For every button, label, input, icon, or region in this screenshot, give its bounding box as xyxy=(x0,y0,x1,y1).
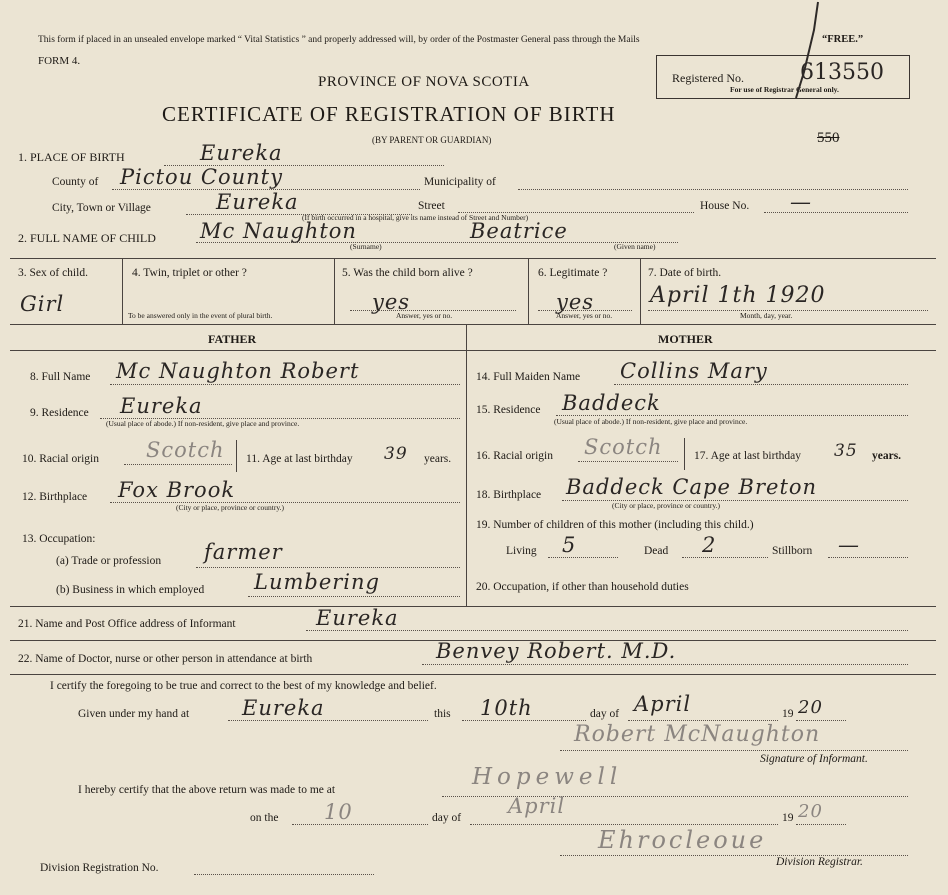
father-name-line xyxy=(110,384,460,385)
given-day-value: 10th xyxy=(480,696,533,720)
child-surname-value: Mc Naughton xyxy=(200,219,357,243)
father-residence-label: 9. Residence xyxy=(30,407,89,419)
corner-number: 550 xyxy=(817,130,840,146)
alive-label: 5. Was the child born alive ? xyxy=(342,267,473,279)
father-birthplace-value: Fox Brook xyxy=(118,478,236,502)
twin-note: To be answered only in the event of plural birth. xyxy=(128,311,273,320)
mother-age-label: 17. Age at last birthday xyxy=(694,450,801,462)
municipality-line xyxy=(518,189,908,190)
alive-value: yes xyxy=(372,290,411,314)
mother-residence-note: (Usual place of abode.) If non-resident, give place and province. xyxy=(554,417,748,426)
father-business-line xyxy=(248,596,460,597)
registrar-year-line xyxy=(796,824,846,825)
certify-statement: I certify the foregoing to be true and correct to the best of my knowledge and belief. xyxy=(50,680,437,692)
alive-note: Answer, yes or no. xyxy=(396,311,453,320)
year-prefix: 19 xyxy=(782,708,794,720)
mother-age-unit: years. xyxy=(872,450,902,462)
county-value: Pictou County xyxy=(120,165,283,189)
mother-birthplace-label: 18. Birthplace xyxy=(476,489,542,501)
father-occupation-label: 13. Occupation: xyxy=(22,533,96,545)
father-header: FATHER xyxy=(208,332,257,346)
division-no-line xyxy=(194,874,374,875)
legit-value: yes xyxy=(556,290,595,314)
registered-note: For use of Registrar General only. xyxy=(730,85,839,94)
father-birthplace-note: (City or place, province or country.) xyxy=(176,503,285,512)
street-label: Street xyxy=(418,200,445,212)
given-label: Given under my hand at xyxy=(78,708,190,720)
row-divider xyxy=(10,258,936,259)
child-name-label: 2. FULL NAME OF CHILD xyxy=(18,231,156,245)
form-number: FORM 4. xyxy=(38,55,81,67)
father-birthplace-label: 12. Birthplace xyxy=(22,491,88,503)
father-business-label: (b) Business in which employed xyxy=(56,584,205,596)
mother-racial-label: 16. Racial origin xyxy=(476,450,553,462)
legit-label: 6. Legitimate ? xyxy=(538,267,608,279)
child-given-value: Beatrice xyxy=(470,219,568,243)
stillborn-label: Stillborn xyxy=(772,545,813,557)
doctor-value: Benvey Robert. M.D. xyxy=(436,639,677,663)
father-name-value: Mc Naughton Robert xyxy=(116,359,360,383)
municipality-label: Municipality of xyxy=(424,176,496,188)
division-registrar-label: Division Registrar. xyxy=(776,856,863,868)
father-age-unit: years. xyxy=(424,453,452,465)
living-line xyxy=(548,557,618,558)
pen-stroke xyxy=(760,0,830,100)
division-no-label: Division Registration No. xyxy=(40,862,159,874)
father-trade-value: farmer xyxy=(204,540,283,564)
twin-label: 4. Twin, triplet or other ? xyxy=(132,267,247,279)
row-divider xyxy=(10,324,936,325)
registrar-day-line xyxy=(292,824,428,825)
mother-age-value: 35 xyxy=(834,441,858,461)
date-value: April 1th 1920 xyxy=(650,283,826,308)
registrar-place-value: Hopewell xyxy=(472,764,623,790)
father-racial-value: Scotch xyxy=(146,438,225,462)
on-the-label: on the xyxy=(250,812,279,824)
column-divider xyxy=(122,258,123,324)
informant-signature: Robert McNaughton xyxy=(574,722,821,747)
house-line xyxy=(764,212,908,213)
year-line xyxy=(796,720,846,721)
surname-note: (Surname) xyxy=(350,242,382,251)
registrar-year-prefix: 19 xyxy=(782,812,794,824)
given-month-line xyxy=(628,720,778,721)
mother-name-label: 14. Full Maiden Name xyxy=(476,371,581,383)
mother-occupation-label: 20. Occupation, if other than household duties xyxy=(476,581,689,593)
living-label: Living xyxy=(506,545,537,557)
stillborn-value: — xyxy=(838,533,860,557)
given-day-line xyxy=(462,720,586,721)
given-place-value: Eureka xyxy=(242,696,325,720)
column-divider xyxy=(528,258,529,324)
informant-value: Eureka xyxy=(316,606,399,630)
dead-value: 2 xyxy=(702,533,717,557)
given-place-line xyxy=(228,720,428,721)
given-note: (Given name) xyxy=(614,242,656,251)
informant-label: 21. Name and Post Office address of Informant xyxy=(18,618,236,630)
day-of-label: day of xyxy=(590,708,620,720)
signature-line xyxy=(560,750,908,751)
date-note: Month, day, year. xyxy=(740,311,793,320)
registrar-day-of-label: day of xyxy=(432,812,462,824)
mother-birthplace-value: Baddeck Cape Breton xyxy=(566,475,818,499)
column-divider xyxy=(236,440,237,472)
province-heading: PROVINCE OF NOVA SCOTIA xyxy=(318,74,530,90)
informant-line xyxy=(306,630,908,631)
mother-header: MOTHER xyxy=(658,332,713,346)
hospital-note: (If birth occurred in a hospital, give its name instead of Street and Number) xyxy=(302,213,529,222)
registered-label: Registered No. xyxy=(672,71,744,85)
row-divider xyxy=(10,606,936,607)
mother-children-label: 19. Number of children of this mother (including this child.) xyxy=(476,519,754,531)
stillborn-line xyxy=(828,557,908,558)
year-suffix: 20 xyxy=(798,697,823,718)
mother-name-line xyxy=(614,384,908,385)
mother-racial-line xyxy=(578,461,678,462)
dead-label: Dead xyxy=(644,545,669,557)
mother-racial-value: Scotch xyxy=(584,435,663,459)
this-label: this xyxy=(434,708,451,720)
row-divider xyxy=(10,350,936,351)
registrar-statement: I hereby certify that the above return was made to me at xyxy=(78,784,336,796)
county-label: County of xyxy=(52,176,99,188)
column-divider xyxy=(334,258,335,324)
father-name-label: 8. Full Name xyxy=(30,371,91,383)
given-month-value: April xyxy=(634,692,692,716)
row-divider xyxy=(10,674,936,675)
mother-residence-label: 15. Residence xyxy=(476,404,541,416)
sex-label: 3. Sex of child. xyxy=(18,267,88,279)
father-trade-label: (a) Trade or profession xyxy=(56,555,162,567)
father-age-value: 39 xyxy=(384,444,408,464)
dead-line xyxy=(682,557,768,558)
postal-free: “FREE.” xyxy=(822,34,864,45)
city-value: Eureka xyxy=(216,190,299,214)
registrar-day-value: 10 xyxy=(324,800,353,824)
page-title: CERTIFICATE OF REGISTRATION OF BIRTH xyxy=(162,102,616,126)
father-trade-line xyxy=(196,567,460,568)
registrar-signature: Ehrocleoue xyxy=(598,826,767,854)
city-label: City, Town or Village xyxy=(52,202,151,214)
doctor-label: 22. Name of Doctor, nurse or other person in attendance at birth xyxy=(18,653,313,665)
page-subtitle: (BY PARENT OR GUARDIAN) xyxy=(372,135,492,145)
father-residence-note: (Usual place of abode.) If non-resident, give place and province. xyxy=(106,419,300,428)
registered-number: 613550 xyxy=(800,60,884,85)
house-value: — xyxy=(790,190,812,214)
living-value: 5 xyxy=(562,533,577,557)
mother-residence-line xyxy=(556,415,908,416)
mother-name-value: Collins Mary xyxy=(620,359,768,383)
registrar-month-value: April xyxy=(508,794,566,818)
place-of-birth-value: Eureka xyxy=(200,141,283,165)
legit-note: Answer, yes or no. xyxy=(556,311,613,320)
doctor-line xyxy=(422,664,908,665)
place-of-birth-label: 1. PLACE OF BIRTH xyxy=(18,150,125,164)
column-divider xyxy=(640,258,641,324)
postal-notice: This form if placed in an unsealed envelope marked “ Vital Statistics ” and properly addressed will, by order of the Postmaster General pass through the Mails xyxy=(38,35,640,45)
father-birthplace-line xyxy=(110,502,460,503)
column-divider xyxy=(684,438,685,470)
house-label: House No. xyxy=(700,200,750,212)
father-business-value: Lumbering xyxy=(254,570,380,594)
signature-label: Signature of Informant. xyxy=(760,753,868,765)
registrar-month-line xyxy=(470,824,778,825)
father-racial-line xyxy=(124,464,232,465)
registrar-year-suffix: 20 xyxy=(798,801,823,822)
date-label: 7. Date of birth. xyxy=(648,267,722,279)
mother-residence-value: Baddeck xyxy=(562,391,661,415)
father-racial-label: 10. Racial origin xyxy=(22,453,99,465)
column-divider xyxy=(466,324,467,606)
father-residence-value: Eureka xyxy=(120,394,203,418)
sex-value: Girl xyxy=(20,292,65,316)
mother-birthplace-note: (City or place, province or country.) xyxy=(612,501,721,510)
father-age-label: 11. Age at last birthday xyxy=(246,453,353,465)
